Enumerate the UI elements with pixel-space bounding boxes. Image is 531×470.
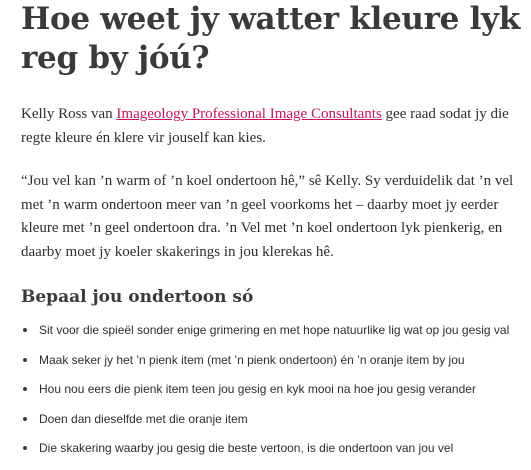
list-item-text: Hou nou eers die pienk item teen jou gesig en kyk mooi na hoe jou gesig verander xyxy=(39,382,476,397)
bullet-icon xyxy=(23,358,27,362)
section-heading: Bepaal jou ondertoon só xyxy=(21,287,254,307)
bullet-icon xyxy=(23,387,27,391)
intro-paragraph xyxy=(21,103,526,150)
bullet-icon xyxy=(23,446,27,450)
list-item-text: Doen dan dieselfde met die oranje item xyxy=(39,411,248,426)
list-item-text: Sit voor die spieël sonder enige grimering en met hope natuurlike lig wat op jou gesig val xyxy=(39,323,510,337)
article xyxy=(21,0,526,470)
list-item xyxy=(21,381,526,397)
bullet-icon xyxy=(23,328,27,332)
article-title: Hoe weet jy watter kleure lyk reg by jóú? xyxy=(21,1,520,76)
steps-list xyxy=(21,322,526,456)
list-item xyxy=(21,322,526,338)
list-item xyxy=(21,440,526,456)
imageology-link[interactable]: Imageology Professional Image Consultants xyxy=(116,106,382,122)
bullet-icon xyxy=(23,417,27,421)
intro-text-before: Kelly Ross van xyxy=(21,106,117,122)
list-item-text: Die skakering waarby jou gesig die beste vertoon, is die ondertoon van jou vel xyxy=(39,441,454,456)
quote-paragraph: “Jou vel kan ’n warm of ’n koel ondertoon hê,” sê Kelly. Sy verduidelik dat ’n vel met ’n warm ondertoon meer van ’n geel voorkoms het – daarby moet jy eerder kleure met ’n geel ondertoon dra. ’n Vel met ’n koel ondertoon lyk pienkerig, en daarby moet jy koeler skakerings in jou klerekas hê. xyxy=(21,173,514,260)
list-item-text: Maak seker jy het ’n pienk item (met ’n pienk ondertoon) én ’n oranje item by jou xyxy=(39,352,465,367)
intro-text-after: gee raad sodat jy die regte kleure én klere vir jouself kan kies. xyxy=(21,106,509,146)
list-item xyxy=(21,352,526,368)
list-item xyxy=(21,411,526,427)
